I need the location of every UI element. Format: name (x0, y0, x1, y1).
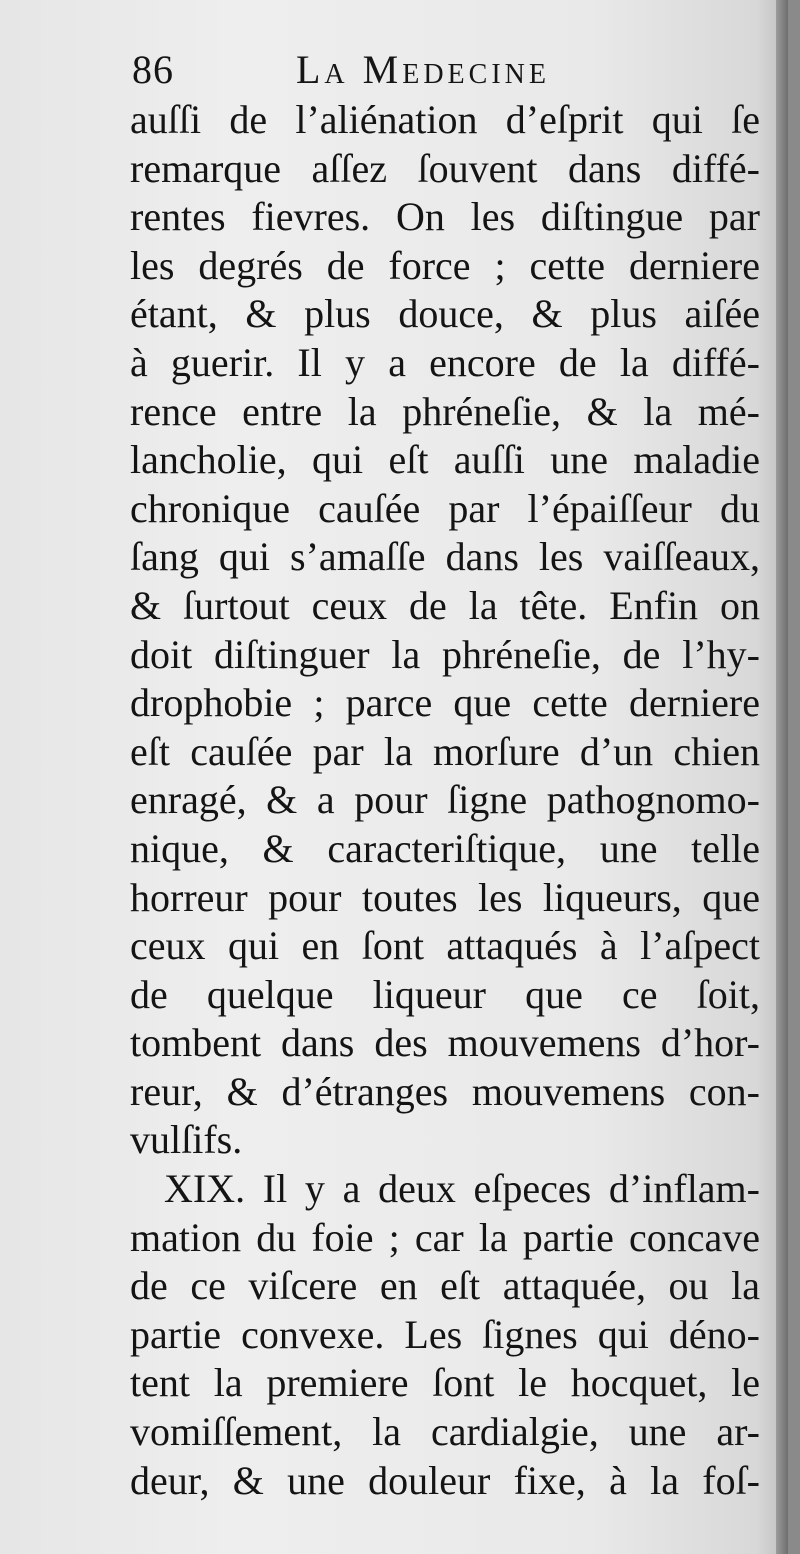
text-line: drophobie ; parce que cette derniere (130, 680, 760, 726)
text-line: auſſi de l’aliénation d’eſprit qui ſe (130, 97, 760, 142)
running-title: La Medecine (296, 47, 550, 92)
text-line: XIX. Il y a deux eſpeces d’inflam- (164, 1166, 760, 1212)
body-text (130, 96, 760, 1505)
text-line: de ce viſcere en eſt attaquée, ou la (130, 1263, 760, 1309)
text-line: reur, & d’étranges mouvemens con- (130, 1068, 760, 1114)
text-line: remarque aſſez ſouvent dans diffé- (130, 145, 760, 191)
text-line: eſt cauſée par la morſure d’un chien (130, 728, 760, 774)
text-line: ceux qui en ſont attaqués à l’aſpect (130, 923, 760, 969)
page-edge-shadow (776, 0, 788, 1554)
text-line: tombent dans des mouvemens d’hor- (130, 1020, 760, 1066)
text-line: horreur pour toutes les liqueurs, que (130, 874, 760, 920)
text-line: ſang qui s’amaſſe dans les vaiſſeaux, (130, 534, 760, 580)
text-line: nique, & caracteriſtique, une telle (130, 825, 760, 871)
text-line: rentes fievres. On les diſtingue par (130, 194, 760, 240)
text-line: vulſifs. (130, 1117, 243, 1163)
text-line: à guerir. Il y a encore de la diffé- (130, 339, 760, 385)
text-line: & ſurtout ceux de la tête. Enfin on (130, 582, 760, 628)
text-line: étant, & plus douce, & plus aiſée (130, 291, 760, 337)
text-line: doit diſtinguer la phréneſie, de l’hy- (130, 631, 760, 677)
page-header (130, 40, 770, 96)
page-number: 86 (132, 47, 174, 92)
text-line: mation du foie ; car la partie concave (130, 1214, 760, 1260)
text-line: les degrés de force ; cette derniere (130, 242, 760, 288)
text-line: rence entre la phréneſie, & la mé- (130, 388, 760, 434)
text-line: lancholie, qui eſt auſſi une maladie (130, 437, 760, 483)
text-line: de quelque liqueur que ce ſoit, (130, 971, 760, 1017)
text-line: enragé, & a pour ſigne pathognomo- (130, 777, 760, 823)
text-line: vomiſſement, la cardialgie, une ar- (130, 1409, 760, 1455)
text-line: chronique cauſée par l’épaiſſeur du (130, 485, 760, 531)
text-line: deur, & une douleur fixe, à la foſ- (130, 1457, 760, 1503)
text-line: partie convexe. Les ſignes qui déno- (130, 1311, 760, 1357)
text-line: tent la premiere ſont le hocquet, le (130, 1360, 760, 1406)
